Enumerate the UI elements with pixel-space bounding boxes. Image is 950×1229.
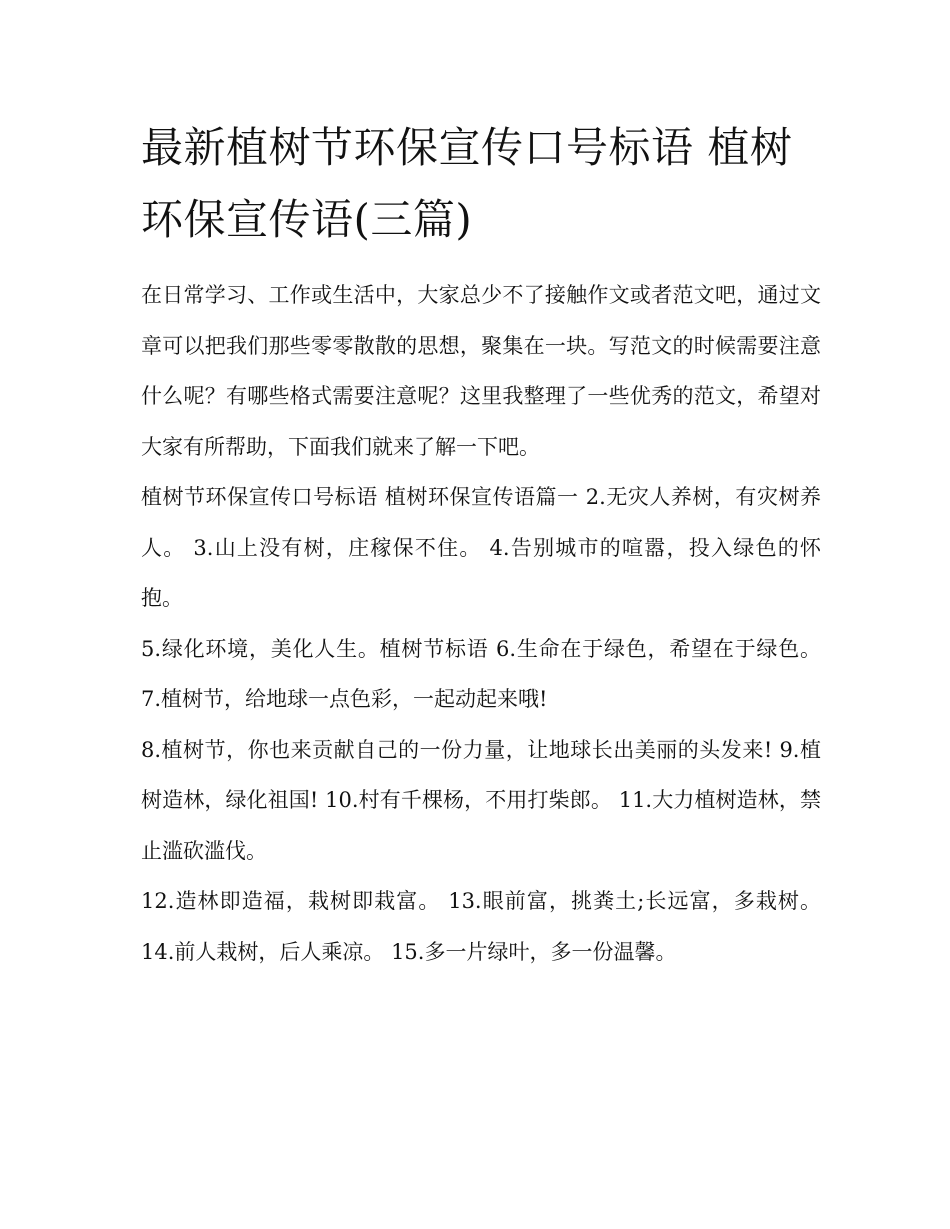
slogan-paragraph-4: 12.造林即造福，栽树即栽富。 13.眼前富，挑粪土;长远富，多栽树。 14.前人栽树，后人乘凉。 15.多一片绿叶，多一份温馨。 xyxy=(141,889,821,964)
slogan-paragraph-3: 8.植树节，你也来贡献自己的一份力量，让地球长出美丽的头发来! 9.植树造林，绿化祖国! 10.村有千棵杨，不用打柴郎。 11.大力植树造林，禁止滥砍滥伐。 xyxy=(141,737,821,863)
document-body xyxy=(141,112,821,977)
intro-paragraph: 在日常学习、工作或生活中，大家总少不了接触作文或者范文吧，通过文章可以把我们那些零零散散的思想，聚集在一块。写范文的时候需要注意什么呢？有哪些格式需要注意呢？这里我整理了一些优秀的范文，希望对大家有所帮助，下面我们就来了解一下吧。 xyxy=(141,283,821,459)
document-title: 最新植树节环保宣传口号标语 植树环保宣传语(三篇) xyxy=(141,123,793,244)
slogan-paragraph-1: 植树节环保宣传口号标语 植树环保宣传语篇一 2.无灾人养树，有灾树养人。 3.山上没有树，庄稼保不住。 4.告别城市的喧嚣，投入绿色的怀抱。 xyxy=(141,485,821,610)
slogan-paragraph-2: 5.绿化环境，美化人生。植树节标语 6.生命在于绿色，希望在于绿色。 7.植树节，给地球一点色彩，一起动起来哦! xyxy=(141,636,821,711)
